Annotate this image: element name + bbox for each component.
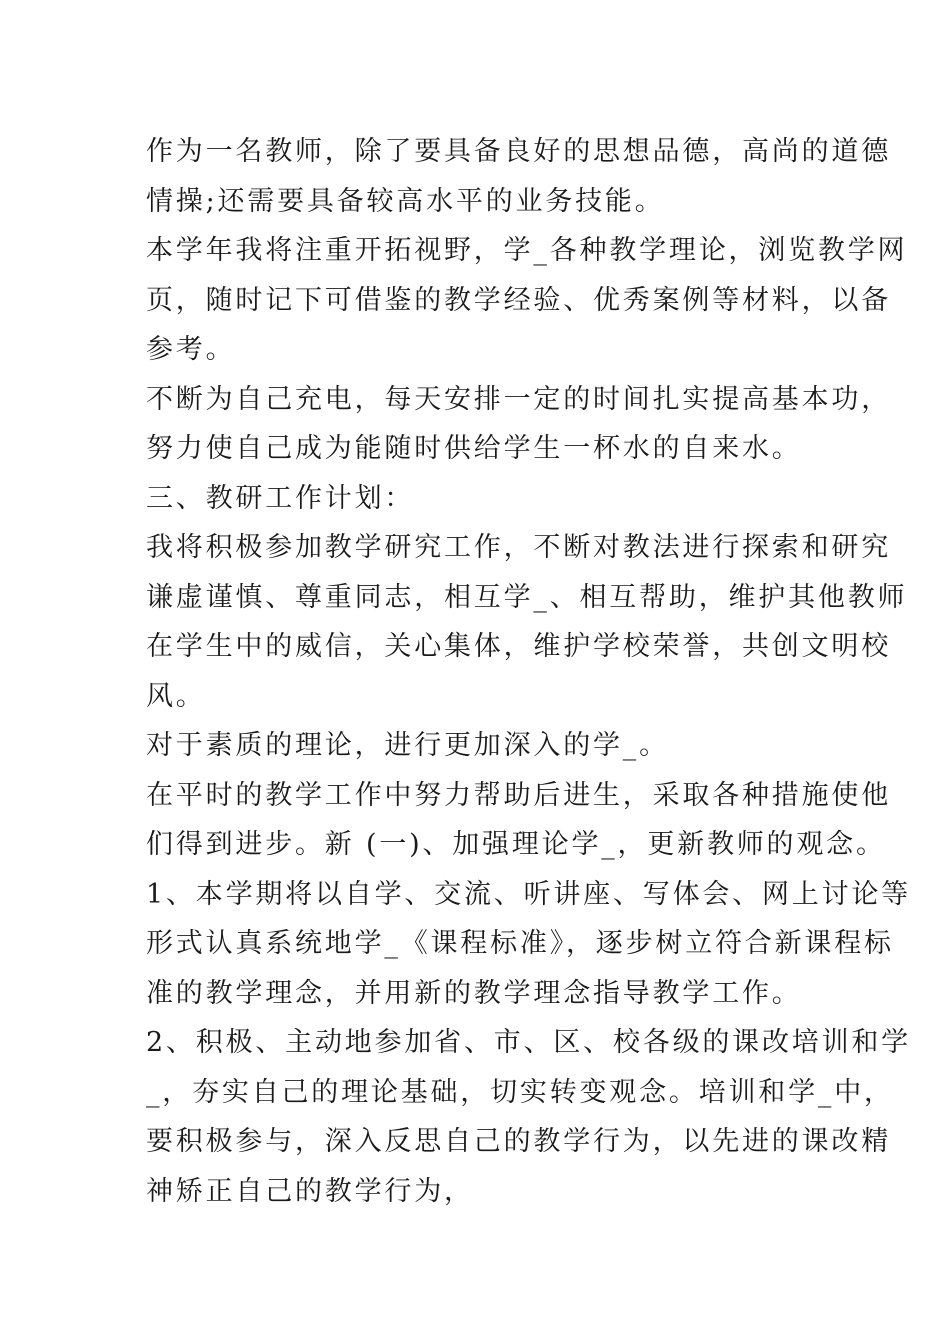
text-line: 在平时的教学工作中努力帮助后进生，采取各种措施使他 bbox=[146, 779, 891, 811]
section-heading: 三、教研工作计划： bbox=[146, 482, 415, 514]
text-line: 页，随时记下可借鉴的教学经验、优秀案例等材料，以备 bbox=[146, 284, 891, 316]
text-line: 不断为自己充电，每天安排一定的时间扎实提高基本功， bbox=[146, 383, 891, 415]
text-line: 我将积极参加教学研究工作，不断对教法进行探索和研究 bbox=[146, 532, 891, 563]
text-line: 形式认真系统地学_《课程标准》，逐步树立符合新课程标 bbox=[146, 928, 894, 959]
text-line: 们得到进步。新 (一)、加强理论学_，更新教师的观念。 bbox=[146, 829, 886, 860]
text-line: 对于素质的理论，进行更加深入的学_。 bbox=[146, 730, 669, 761]
text-line: 1、本学期将以自学、交流、听讲座、写体会、网上讨论等 bbox=[146, 878, 911, 910]
text-line: 情操;还需要具备较高水平的业务技能。 bbox=[146, 185, 665, 217]
text-line: 本学年我将注重开拓视野，学_各种教学理论，浏览教学网 bbox=[146, 235, 908, 266]
text-line: 2、积极、主动地参加省、市、区、校各级的课改培训和学 bbox=[146, 1027, 911, 1058]
text-line: 准的教学理念，并用新的教学理念指导教学工作。 bbox=[146, 977, 802, 1009]
document-body bbox=[146, 127, 911, 1216]
text-line: 作为一名教师，除了要具备良好的思想品德，高尚的道德 bbox=[146, 136, 891, 167]
text-line: 在学生中的威信，关心集体，维护学校荣誉，共创文明校 bbox=[146, 631, 891, 662]
text-line: 努力使自己成为能随时供给学生一杯水的自来水。 bbox=[146, 433, 802, 464]
text-line: 神矫正自己的教学行为， bbox=[146, 1175, 474, 1207]
text-line: 风。 bbox=[146, 680, 206, 712]
text-line: 要积极参与，深入反思自己的教学行为，以先进的课改精 bbox=[146, 1126, 891, 1157]
text-line: 参考。 bbox=[146, 334, 236, 365]
text-line: 谦虚谨慎、尊重同志，相互学_、相互帮助，维护其他教师 bbox=[146, 581, 908, 613]
text-line: _，夯实自己的理论基础，切实转变观念。培训和学_中， bbox=[146, 1076, 894, 1108]
